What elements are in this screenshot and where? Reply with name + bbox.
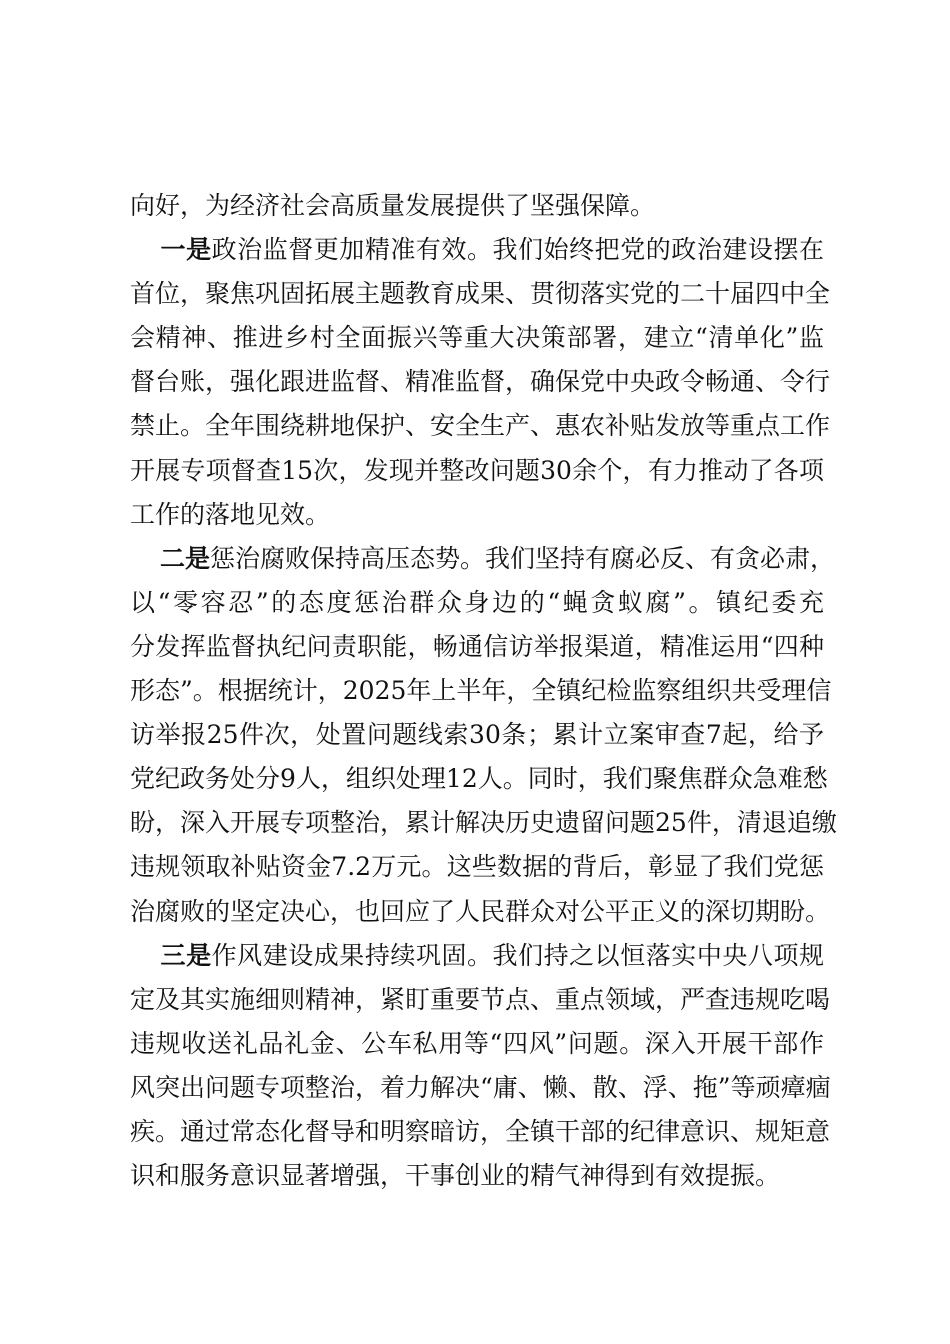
text-line xyxy=(130,537,836,581)
text-line xyxy=(130,934,824,978)
text-line: 禁止。全年围绕耕地保护、安全生产、惠农补贴发放等重点工作 xyxy=(130,411,831,441)
text-line: 访举报25件次，处置问题线索30条；累计立案审查7起，给予 xyxy=(130,720,824,750)
paragraph-anti-corruption xyxy=(130,537,837,934)
text-line: 治腐败的坚定决心，也回应了人民群众对公平正义的深切期盼。 xyxy=(130,896,831,926)
text-line: 定及其实施细则精神，紧盯重要节点、重点领域，严查违规吃喝 xyxy=(130,984,831,1014)
text-segment: 惩治腐败保持高压态势。我们坚持有腐必反、有贪必肃， xyxy=(210,543,836,573)
text-segment: 政治监督更加精准有效。我们始终把党的政治建设摆在 xyxy=(211,235,824,265)
text-segment: 作风建设成果持续巩固。我们持之以恒落实中央八项规 xyxy=(211,940,824,970)
paragraph-work-style xyxy=(130,934,831,1199)
text-line: 以“零容忍”的态度惩治群众身边的“蝇贪蚁腐”。镇纪委充 xyxy=(130,587,824,617)
text-line: 识和服务意识显著增强，干事创业的精气神得到有效提振。 xyxy=(130,1161,781,1191)
text-line: 违规收送礼品礼金、公车私用等“四风”问题。深入开展干部作 xyxy=(130,1028,824,1058)
paragraph-political-supervision xyxy=(130,228,831,537)
text-line xyxy=(130,228,824,272)
paragraph-intro-tail xyxy=(130,184,824,228)
text-line: 盼，深入开展专项整治，累计解决历史遗留问题25件，清退追缴 xyxy=(130,808,837,838)
text-line: 督台账，强化跟进监督、精准监督，确保党中央政令畅通、令行 xyxy=(130,367,831,397)
text-line: 疾。通过常态化督导和明察暗访，全镇干部的纪律意识、规矩意 xyxy=(130,1116,831,1146)
paragraph-lead: 二是 xyxy=(160,543,211,573)
paragraph-lead: 一是 xyxy=(160,235,212,265)
text-line: 会精神、推进乡村全面振兴等重大决策部署，建立“清单化”监 xyxy=(130,323,824,353)
text-line: 分发挥监督执纪问责职能，畅通信访举报渠道，精准运用“四种 xyxy=(130,631,824,661)
text-line: 首位，聚焦巩固拓展主题教育成果、贯彻落实党的二十届四中全 xyxy=(130,279,831,309)
text-line: 风突出问题专项整治，着力解决“庸、懒、散、浮、拖”等顽瘴痼 xyxy=(130,1072,831,1102)
text-line: 形态”。根据统计，2025年上半年，全镇纪检监察组织共受理信 xyxy=(130,676,832,706)
text-line: 工作的落地见效。 xyxy=(130,499,331,529)
text-line: 向好，为经济社会高质量发展提供了坚强保障。 xyxy=(130,191,656,220)
paragraph-lead: 三是 xyxy=(160,940,212,970)
text-line: 开展专项督查15次，发现并整改问题30余个，有力推动了各项 xyxy=(130,455,824,485)
document-page xyxy=(130,184,837,1198)
text-line: 违规领取补贴资金7.2万元。这些数据的背后，彰显了我们党惩 xyxy=(130,852,824,882)
text-line: 党纪政务处分9人，组织处理12人。同时，我们聚焦群众急难愁 xyxy=(130,764,828,794)
